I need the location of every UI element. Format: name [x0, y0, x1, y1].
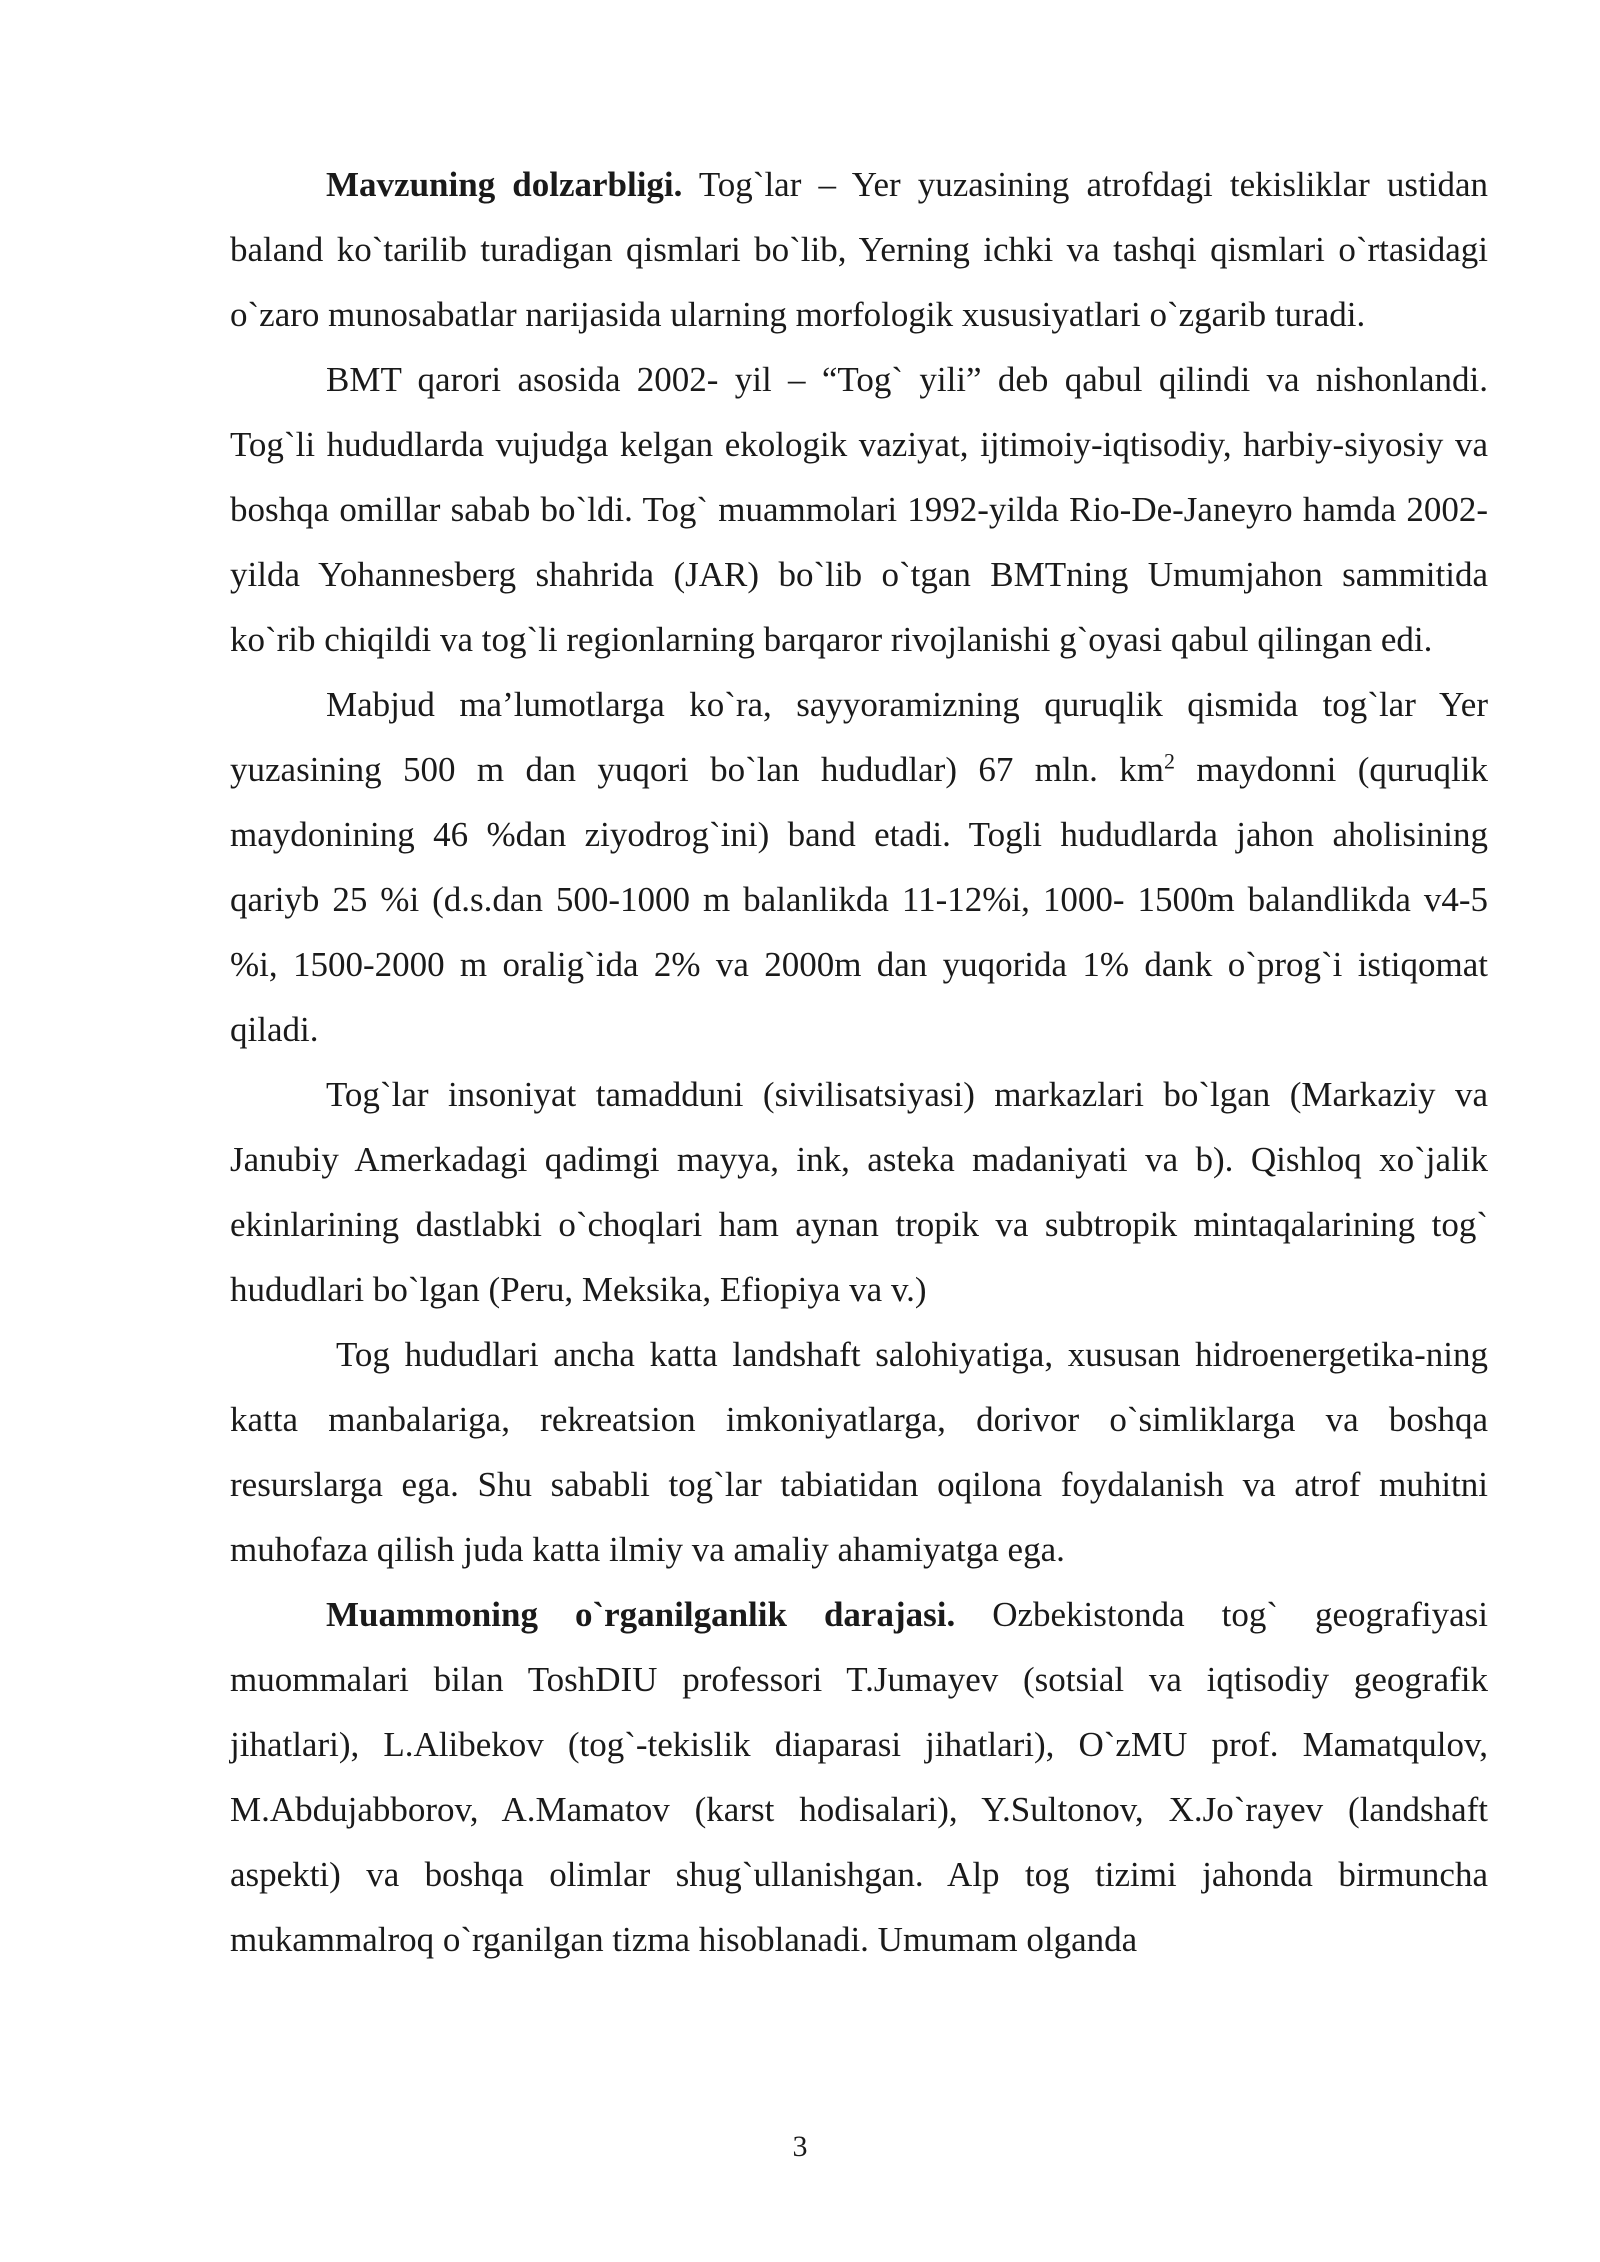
- paragraph-resources: [230, 1322, 1488, 1582]
- paragraph-text: Ozbekistonda tog` geografiyasi muommalari bilan ToshDIU professori T.Jumayev (sotsial va iqtisodiy geografik jihatlari), L.Alibekov (tog`-tekislik diaparasi jihatlari), O`zMU prof. Mamatqulov, M.Abdujabborov, A.Mamatov (karst hodisalari), Y.Sultonov, X.Jo`rayev (landshaft aspekti) va boshqa olimlar shug`ullanishgan. Alp tog tizimi jahonda birmuncha mukammalroq o`rganilgan tizma hisoblanadi. Umumam olganda: [230, 1595, 1489, 1959]
- paragraph-text-after: maydonni (quruqlik maydonining 46 %dan ziyodrog`ini) band etadi. Togli hududlarda jahon aholisining qariyb 25 %i (d.s.dan 500-1000 m balanlikda 11-12%i, 1000- 1500m balandlikda v4-5 %i, 1500-2000 m oralig`ida 2% va 2000m dan yuqorida 1% dank o`prog`i istiqomat qiladi.: [230, 750, 1488, 1049]
- paragraph-text: BMT qarori asosida 2002- yil – “Tog` yili” deb qabul qilindi va nishonlandi. Tog`li hududlarda vujudga kelgan ekologik vaziyat, ijtimoiy-iqtisodiy, harbiy-siyosiy va boshqa omillar sabab bo`ldi. Tog` muammolari 1992-yilda Rio-De-Janeyro hamda 2002-yilda Yohannesberg shahrida (JAR) bo`lib o`tgan BMTning Umumjahon sammitida ko`rib chiqildi va tog`li regionlarning barqaror rivojlanishi g`oyasi qabul qilingan edi.: [230, 360, 1488, 659]
- paragraph-bmt: [230, 347, 1488, 672]
- paragraph-text: Tog`lar insoniyat tamadduni (sivilisatsiyasi) markazlari bo`lgan (Markaziy va Janubiy Amerkadagi qadimgi mayya, ink, asteka madaniyati va b). Qishloq xo`jalik ekinlarining dastlabki o`choqlari ham aynan tropik va subtropik mintaqalarining tog` hududlari bo`lgan (Peru, Meksika, Efiopiya va v.): [230, 1075, 1488, 1309]
- paragraph-civilization: [230, 1062, 1488, 1322]
- paragraph-statistics: [230, 672, 1488, 1062]
- paragraph-research-degree: [230, 1582, 1488, 1972]
- page-number: 3: [792, 2130, 808, 2163]
- paragraph-text: Tog hududlari ancha katta landshaft salohiyatiga, xususan hidroenergetika-ning katta manbalariga, rekreatsion imkoniyatlarga, dorivor o`simliklarga va boshqa resurslarga ega. Shu sababli tog`lar tabiatidan oqilona foydalanish va atrof muhitni muhofaza qilish juda katta ilmiy va amaliy ahamiyatga ega.: [230, 1335, 1488, 1569]
- paragraph-text: Tog`lar – Yer yuzasining atrofdagi tekisliklar ustidan baland ko`tarilib turadigan qismlari bo`lib, Yerning ichki va tashqi qismlari o`rtasidagi o`zaro munosabatlar narijasida ularning morfologik xususiyatlari o`zgarib turadi.: [230, 165, 1488, 334]
- paragraph-relevance: [230, 152, 1488, 347]
- paragraph-heading-relevance: Mavzuning dolzarbligi.: [326, 165, 683, 204]
- paragraph-heading-research: Muammoning o`rganilganlik darajasi.: [326, 1595, 956, 1634]
- paragraph-text-before: Mabjud ma’lumotlarga ko`ra, sayyoramizning quruqlik qismida tog`lar Yer yuzasining 500 m dan yuqori bo`lan hududlar) 67 mln. km: [230, 685, 1488, 789]
- document-body: [230, 152, 1488, 1972]
- superscript-exponent: 2: [1164, 748, 1176, 774]
